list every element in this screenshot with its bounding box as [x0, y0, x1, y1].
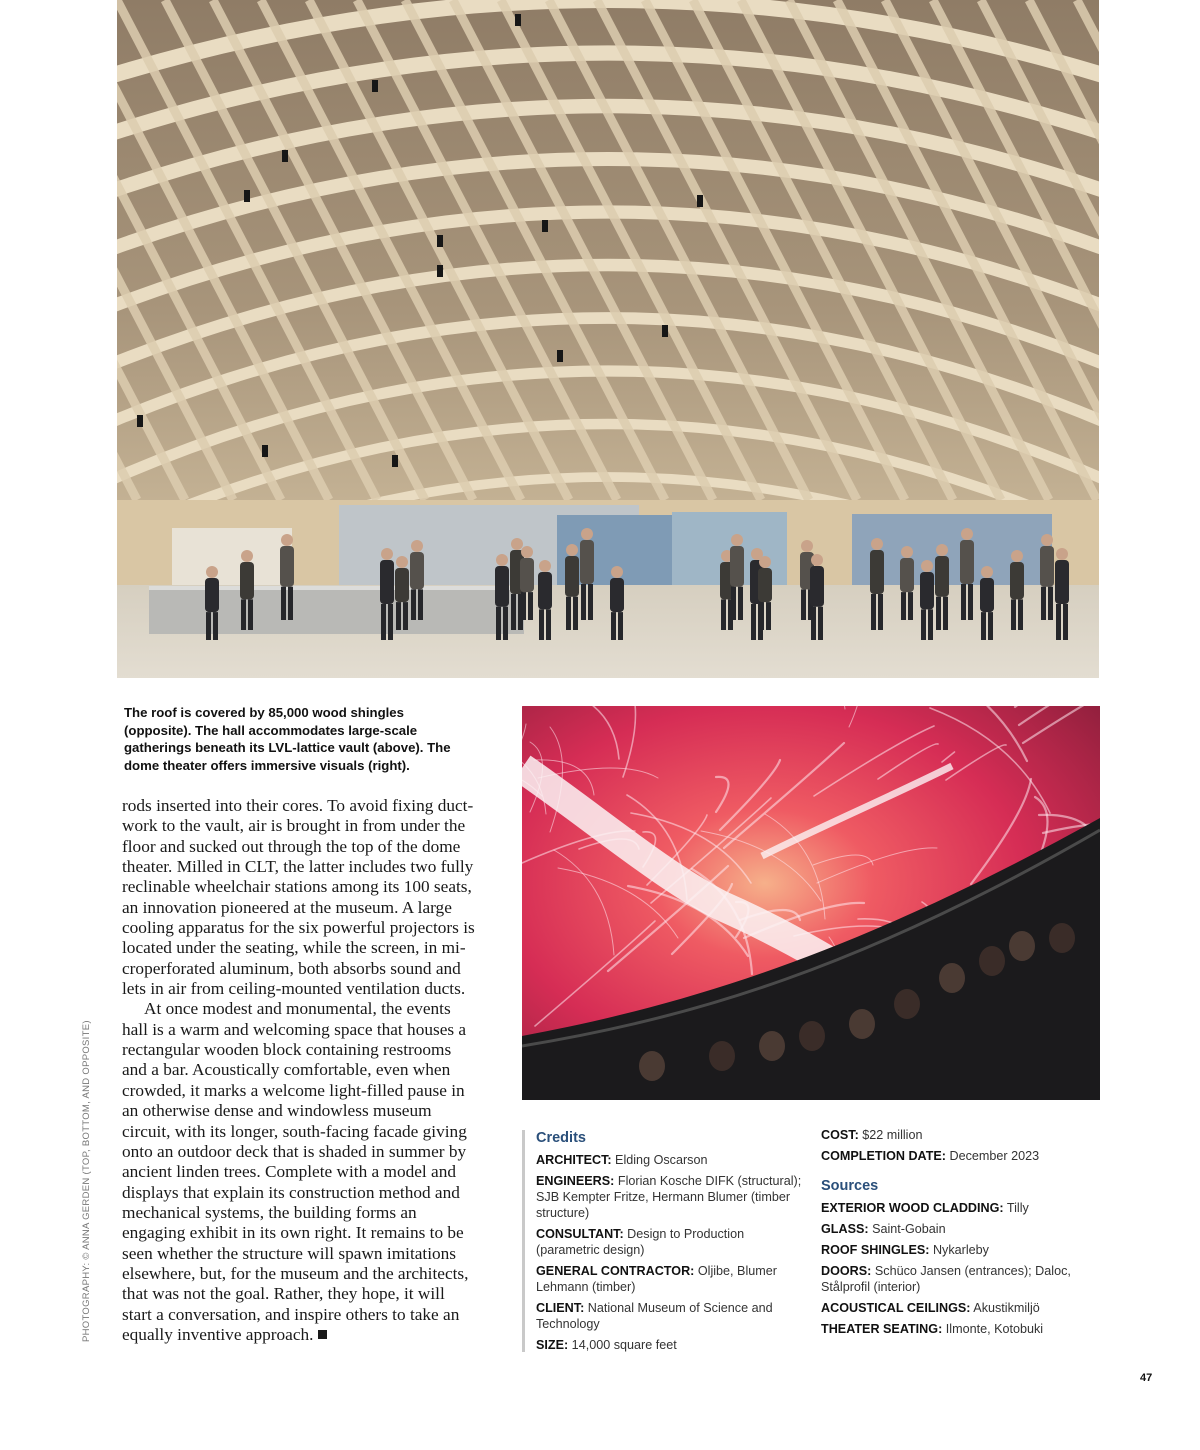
credit-entry-value: National Museum of Science and Technology	[536, 1301, 773, 1331]
dome-illustration	[522, 706, 1100, 1100]
spotlight	[262, 445, 268, 457]
audience-member	[849, 1009, 875, 1039]
source-entry-value: Schüco Jansen (entrances); Daloc, Stålprofil (interior)	[821, 1264, 1071, 1294]
vault-illustration	[117, 0, 1099, 678]
photo-caption: The roof is covered by 85,000 wood shingles (opposite). The hall accommodates large-scale gatherings beneath its LVL-lattice vault (above). The dome theater offers immersive visuals (right).	[124, 705, 451, 773]
source-entry-key: DOORS:	[821, 1264, 872, 1278]
end-mark-icon	[318, 1330, 327, 1339]
credit-entry-key: COST:	[821, 1128, 859, 1142]
credit-entry	[536, 1300, 810, 1332]
body-paragraph: rods inserted into their cores. To avoid fixing ductwork to the vault, air is brought in from under the floor and sucked out through the top of the dome theater. Milled in CLT, the latter includes two fully reclinable wheelchair stations among its 100 seats, an innovation pioneered at the museum. A large cooling apparatus for the six powerful projectors is located under the seating, while the screen, in microperforated aluminum, both absorbs sound and lets in air from ceiling-mounted ventilation ducts.	[122, 796, 475, 999]
spotlight	[137, 415, 143, 427]
dome-theater-photo	[522, 706, 1100, 1100]
sources-heading: Sources	[821, 1178, 879, 1194]
credit-entry	[536, 1337, 810, 1353]
source-entry	[821, 1263, 1111, 1295]
spotlight	[437, 235, 443, 247]
credit-entry	[536, 1226, 810, 1258]
credit-entry	[536, 1173, 810, 1221]
source-entry-key: GLASS:	[821, 1222, 869, 1236]
spotlight	[542, 220, 548, 232]
credit-entry-value: Florian Kosche DIFK (structural); SJB Kempter Fritze, Hermann Blumer (timber structure)	[536, 1174, 802, 1220]
credit-entry-key: GENERAL CONTRACTOR:	[536, 1264, 695, 1278]
spotlight	[244, 190, 250, 202]
credits-right-column	[821, 1127, 1111, 1342]
credit-entry	[821, 1148, 1111, 1164]
spotlight	[662, 325, 668, 337]
source-entry-key: EXTERIOR WOOD CLADDING:	[821, 1201, 1004, 1215]
credits-list	[536, 1152, 810, 1353]
source-entry	[821, 1200, 1111, 1216]
audience-member	[939, 963, 965, 993]
sources-list	[821, 1200, 1111, 1337]
audience-member	[639, 1051, 665, 1081]
source-entry	[821, 1321, 1111, 1337]
source-entry	[821, 1242, 1111, 1258]
credit-entry-value: 14,000 square feet	[568, 1338, 677, 1352]
audience-member	[709, 1041, 735, 1071]
credit-entry-value: Elding Oscarson	[611, 1153, 708, 1167]
audience-member	[1049, 923, 1075, 953]
source-entry-key: ROOF SHINGLES:	[821, 1243, 930, 1257]
spotlight	[515, 14, 521, 26]
credit-entry	[536, 1263, 810, 1295]
audience-member	[894, 989, 920, 1019]
credits-panel	[522, 1130, 810, 1352]
credit-entry-value: Design to Production (parametric design)	[536, 1227, 745, 1257]
credits-extra-list	[821, 1127, 1111, 1164]
credit-entry-key: CLIENT:	[536, 1301, 585, 1315]
body-paragraph-text: At once modest and monumental, the events hall is a warm and welcoming space that houses a rectangular wooden block containing restrooms and a bar. Acoustically comfortable, even when crowded, it marks a welcome light-filled pause in an otherwise dense and windowless museum circuit, with its longer, south-facing facade giving onto an outdoor deck that is shaded in summer by ancient linden trees. Complete with a model and displays that explain its construction method and mechanical systems, the building forms an engaging exhibit in its own right. It remains to be seen whether the structure will spawn imitations elsewhere, but, for the museum and the architects, that was not the goal. Rather, they hope, it will start a conversation, and inspire others to take an equally inventive approach.	[122, 999, 469, 1344]
credit-entry-value: December 2023	[946, 1149, 1040, 1163]
audience-member	[759, 1031, 785, 1061]
credit-entry-key: SIZE:	[536, 1338, 569, 1352]
source-entry-value: Nykarleby	[929, 1243, 989, 1257]
audience-member	[799, 1021, 825, 1051]
source-entry-value: Ilmonte, Kotobuki	[942, 1322, 1044, 1336]
source-entry-key: THEATER SEATING:	[821, 1322, 943, 1336]
credit-entry-key: CONSULTANT:	[536, 1227, 624, 1241]
spotlight	[282, 150, 288, 162]
audience-member	[1009, 931, 1035, 961]
body-paragraph	[122, 999, 476, 1345]
photo-credit: PHOTOGRAPHY: © ANNA GERDEN (TOP, BOTTOM, AND OPPOSITE)	[81, 1020, 92, 1342]
credit-entry-value: Oljibe, Blumer Lehmann (timber)	[536, 1264, 777, 1294]
credit-entry-value: $22 million	[858, 1128, 923, 1142]
spotlight	[372, 80, 378, 92]
spotlight	[697, 195, 703, 207]
source-entry-key: ACOUSTICAL CEILINGS:	[821, 1301, 971, 1315]
spotlight	[557, 350, 563, 362]
events-hall-photo	[117, 0, 1099, 678]
source-entry	[821, 1221, 1111, 1237]
source-entry-value: Tilly	[1003, 1201, 1029, 1215]
credit-entry	[536, 1152, 810, 1168]
spotlight	[437, 265, 443, 277]
audience-member	[979, 946, 1005, 976]
credits-heading: Credits	[536, 1130, 586, 1146]
credit-entry-key: ARCHITECT:	[536, 1153, 612, 1167]
spotlight	[392, 455, 398, 467]
credit-entry-key: ENGINEERS:	[536, 1174, 615, 1188]
source-entry-value: Akustikmiljö	[970, 1301, 1040, 1315]
credit-entry-key: COMPLETION DATE:	[821, 1149, 946, 1163]
article-body	[122, 796, 476, 1345]
page-number: 47	[1140, 1372, 1153, 1384]
source-entry	[821, 1300, 1111, 1316]
credit-entry	[821, 1127, 1111, 1143]
source-entry-value: Saint-Gobain	[868, 1222, 946, 1236]
